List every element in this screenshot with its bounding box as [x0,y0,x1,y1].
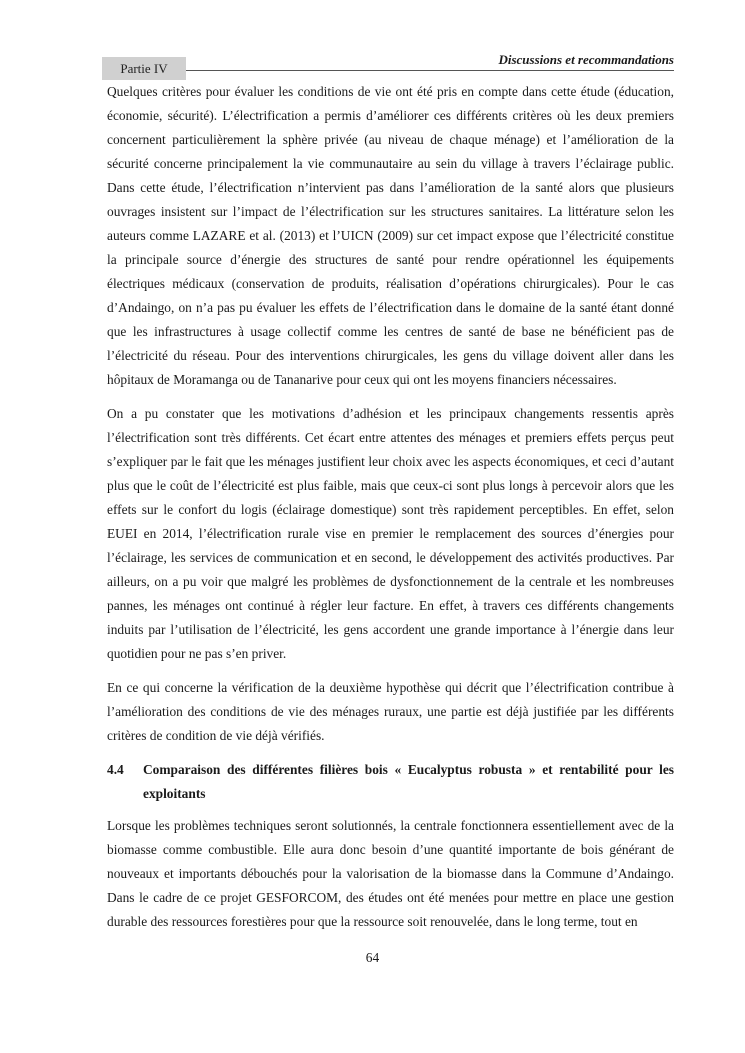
page-number: 64 [365,950,380,965]
paragraph-biomass: Lorsque les problèmes techniques seront solutionnés, la centrale fonctionnera essentiellement avec de la biomasse comme combustible. Elle aura donc besoin d’une quantité importante de bois générant de nouveaux et importants débouchés pour la valorisation de la biomasse dans la Commune d’Andaingo. Dans le cadre de ce projet GESFORCOM, des études ont été menées pour mettre en place une gestion durable des ressources forestières pour que la ressource soit renouvelée, dans le long terme, tout en [107,818,674,929]
page-header [102,50,674,80]
paragraph-motivations: On a pu constater que les motivations d’adhésion et les principaux changements ressentis après l’électrification sont très différents. Cet écart entre attentes des ménages et premiers effets perçus peut s’expliquer par le fait que les ménages justifient leur choix avec les aspects économiques, et ceci d’autant plus que le coût de l’électricité est plus faible, mais que ceux-ci sont plus longs à percevoir alors que les effets sur le confort du logis (éclairage domestique) sont très rapidement perceptibles. En effet, selon EUEI en 2014, l’électrification rurale vise en premier le remplacement des sources d’énergies pour l’éclairage, les services de communication et en second, le développement des activités productives. Par ailleurs, on a pu voir que malgré les problèmes de dysfonctionnement de la centrale et les nombreuses pannes, les ménages ont continué à régler leur facture. En effet, à travers ces différents changements induits par l’utilisation de l’électricité, les gens accordent une grande importance à l’énergie dans leur quotidien pour ne pas s’en priver. [107,406,674,661]
paragraph-living-conditions: Quelques critères pour évaluer les conditions de vie ont été pris en compte dans cette étude (éducation, économie, sécurité). L’électrification a permis d’améliorer ces différents critères où les deux premiers concernent particulièrement la sphère privée (au niveau de chaque ménage) et l’amélioration de la sécurité concerne principalement la vie communautaire au sein du village à travers l’éclairage public. Dans cette étude, l’électrification n’intervient pas dans l’amélioration de la santé alors que plusieurs ouvrages insistent sur l’impact de l’électrification sur les structures sanitaires. La littérature selon les auteurs comme LAZARE et al. (2013) et l’UICN (2009) sur cet impact expose que l’électricité constitue la principale source d’énergie des structures de santé pour rendre opérationnel les équipements électriques médicaux (conservation de produits, réalisation d’opérations chirurgicales). Pour le cas d’Andaingo, on n’a pas pu évaluer les effets de l’électrification dans le domaine de la santé étant donné que les infrastructures à usage collectif comme les centres de santé de base ne bénéficient pas de l’électricité du réseau. Pour des interventions chirurgicales, les gens du village doivent aller dans les hôpitaux de Moramanga ou de Tananarive pour ceux qui ont les moyens financiers nécessaires. [107,84,674,387]
page-content [107,80,674,944]
header-rule [186,70,674,71]
part-label: Partie IV [102,57,186,80]
paragraph-hypothesis: En ce qui concerne la vérification de la deuxième hypothèse qui décrit que l’électrification contribue à l’amélioration des conditions de vie des ménages ruraux, une partie est déjà justifiée par les différents critères de condition de vie déjà vérifiés. [107,680,674,743]
section-number: 4.4 [107,762,124,777]
section-title: Comparaison des différentes filières bois « Eucalyptus robusta » et rentabilité pour les exploitants [143,762,674,801]
chapter-title: Discussions et recommandations [498,52,674,67]
section-heading [107,758,674,806]
